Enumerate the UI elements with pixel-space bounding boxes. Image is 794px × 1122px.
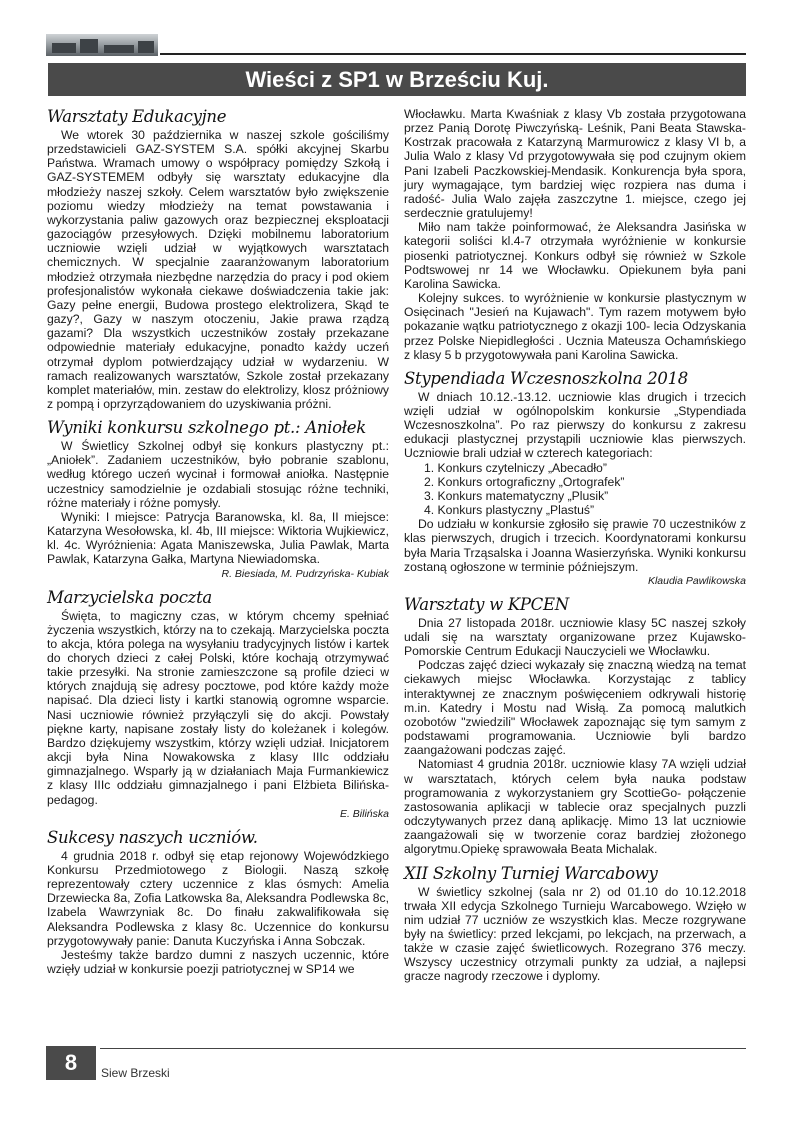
- list-item: 1. Konkurs czytelniczy „Abecadło”: [424, 460, 607, 475]
- article-paragraph: Wyniki: I miejsce: Patrycja Baranowska, kl. 8a, II miejsce: Katarzyna Wesołowska, kl. 4b, III miejsce: Wiktoria Wujkiewicz, kl. 4c. Wyróżnienia: Agata Maniszewska, Julia Pawlak, Marta Pawlak, Katarzyna Gałka, Martyna Niewiadomska.: [47, 509, 389, 567]
- article-paragraph: Jesteśmy także bardzo dumni z naszych uczennic, które wzięły udział w konkursie poezji patriotycznej w SP14 we: [47, 947, 389, 976]
- article-paragraph: 4 grudnia 2018 r. odbył się etap rejonowy Wojewódzkiego Konkursu Przedmiotowego z Biologii. Naszą szkołę reprezentowały cztery uczennice z klas ósmych: Amelia Drzewiecka 8a, Zofia Latkowska 8a, Aleksandra Podlewska 8c, Izabela Wawrzyniak 8c. Do finału zakwalifikowała się Aleksandra Podlewska z klasy 8c. Uczennice do konkursu przygotowywały panie: Danuta Kuczyńska i Anna Sobczak.: [47, 848, 389, 948]
- article-heading: Wyniki konkursu szkolnego pt.: Aniołek: [47, 418, 366, 438]
- list-item: 2. Konkurs ortograficzny „Ortografek”: [424, 474, 625, 489]
- article-sukcesy: [47, 828, 389, 976]
- article-paragraph: Miło nam także poinformować, że Aleksandra Jasińska w kategorii soliści kl.4-7 otrzymała wyróżnienie w konkursie piosenki patriotycznej. Konkurs odbył się również w Szkole Podtswowej nr 14 we Włocławku. Opiekunem była pani Karolina Sawicka.: [404, 220, 746, 291]
- article-paragraph: We wtorek 30 października w naszej szkole gościliśmy przedstawicieli GAZ-SYSTEM S.A. spółki akcyjnej Skarbu Państwa. Wramach umowy o współpracy pomiędzy Szkołą i GAZ-SYSTEMEM odbyły się warsztaty edukacyjne dla młodzieży naszej szkoły. Celem warsztatów było zwiększenie poziomu wiedzy młodzieży na temat powstawania i wykorzystania paliw gazowych oraz bezpiecznej eksploatacji gazociągów przesyłowych. Dzięki mobilnemu laboratorium uczniowie wzięli udział w wyjątkowych warsztatach chemicznych. W specjalnie zaaranżowanym laboratorium młodzież otrzymała niezbędne narzędzia do pracy i pod okiem profesjonalistów wykonała ciekawe doświadczenia takie jak: Gazy pełne energii, Budowa prostego elektrolizera, Skąd te gazy?, Gazy w naszym otoczeniu, Jakie prawa rządzą gazami? Dla wszystkich uczestników zostały przekazane odpowiednie materiały edukacyjne, ponadto każdy uczeń otrzymał dyplom potwierdzający udział w wydarzeniu. W ramach realizowanych warsztatów, Szkole został przekazany komplet materiałów, min. zestaw do elektrolizy, klosz próżniowy z pompą i oprzyrządowaniem do uzyskiwania próżni.: [47, 128, 389, 411]
- page-title: Wieści z SP1 w Brześciu Kuj.: [48, 63, 746, 96]
- building-shape: [104, 45, 134, 53]
- footer-rule: [100, 1048, 746, 1049]
- list-item: 4. Konkurs plastyczny „Plastuś”: [424, 503, 595, 518]
- article-paragraph: Włocławku. Marta Kwaśniak z klasy Vb została przygotowana przez Panią Dorotę Piwczyńską- Leśnik, Pani Beata Stawska-Kostrzak pracowała z Katarzyną Marmurowicz z klasy VI b, a Julia Walo z klasy Vd przygotowywała się pod czujnym okiem Pani Izabeli Paczkowskiej-Mendasik. Konkurencja była spora, jury wymagające, tym bardziej więc rozpiera nas duma i radość- Julia Walo zajęła zaszczytne 1. miejsce, czego jej serdecznie gratulujemy!: [404, 107, 746, 221]
- building-shape: [80, 39, 98, 53]
- right-column: [404, 107, 746, 991]
- article-warsztaty-edukacyjne: [47, 107, 389, 411]
- article-paragraph: W dniach 10.12.-13.12. uczniowie klas drugich i trzecich wzięli udział w ogólnopolskim konkursie „Stypendiada Wczesnoszkolna”. Po raz pierwszy do konkursu z zakresu edukacji plastycznej przystąpili uczniowie klas pierwszych. Uczniowie brali udział w czterech kategoriach:: [404, 389, 746, 461]
- category-list: [404, 461, 746, 518]
- article-heading: XII Szkolny Turniej Warcabowy: [404, 863, 658, 883]
- article-marzycielska-poczta: [47, 588, 389, 821]
- building-shape: [52, 43, 76, 53]
- article-heading: Stypendiada Wczesnoszkolna 2018: [404, 368, 688, 388]
- article-paragraph: Do udziału w konkursie zgłosiło się prawie 70 uczestników z klas pierwszych, drugich i trzecich. Koordynatorami konkursu była Maria Trząsalska i Joanna Wasierzyńska. Wyniki konkursu zostaną ogłoszone w terminie późniejszym.: [404, 517, 746, 574]
- page-number: 8: [46, 1046, 96, 1080]
- article-heading: Sukcesy naszych uczniów.: [47, 827, 258, 847]
- list-item: 3. Konkurs matematyczny „Plusik”: [424, 488, 609, 503]
- article-paragraph: W Świetlicy Szkolnej odbył się konkurs plastyczny pt.: „Aniołek”. Zadaniem uczestników, było pobranie szablonu, według którego uczeń wycinał i formował aniołka. Następnie uczestnicy samodzielnie je ozdabiali stosując różne techniki, różne materiały i różne pomysły.: [47, 439, 389, 510]
- article-turniej-warcabowy: [404, 864, 746, 984]
- article-heading: Warsztaty w KPCEN: [404, 594, 569, 614]
- article-signature: R. Biesiada, M. Pudrzyńska- Kubiak: [221, 567, 389, 580]
- article-paragraph: W świetlicy szkolnej (sala nr 2) od 01.10 do 10.12.2018 trwała XII edycja Szkolnego Turnieju Warcabowego. Wzięło w nim udział 77 uczniów ze wszystkich klas. Mecze rozgrywane były na świetlicy: przed lekcjami, po lekcjach, na przerwach, a także w czasie zajęć świetlicowych. Rozegrano 376 meczy. Wszyscy uczestnicy otrzymali punkty za udział, a najlepsi gracze nagrody rzeczowe i dyplomy.: [404, 884, 746, 984]
- article-paragraph: Podczas zajęć dzieci wykazały się znaczną wiedzą na temat ciekawych miejsc Włocławka. Korzystając z tablicy interaktywnej ze znacznym poświęceniem odkrywali historię m.in. Katedry i Mostu nad Wisłą. Za pomocą malutkich ozobotów "zwiedzili" Włocławek zapoznając się tym samym z podstawami programowania. Uczniowie byli bardzo zaangażowani podczas zajęć.: [404, 658, 746, 758]
- article-heading: Marzycielska poczta: [47, 587, 212, 607]
- article-paragraph: Święta, to magiczny czas, w którym chcemy spełniać życzenia wszystkich, którzy na to czekają. Marzycielska poczta to akcja, która polega na wysyłaniu tradycyjnych listów i kartek do chorych dzieci z całej Polski, które kochają otrzymywać takie przesyłki. Na stronie zamieszczone są profile dzieci w których znajdują się adresy pocztowe, pod które każdy może napisać. Dla dzieci listy i kartki stanowią ogromne wsparcie. Nasi uczniowie również przyłączyli się do akcji. Powstały piękne karty, napisane zostały listy do koleżanek i kolegów. Bardzo dziękujemy wszystkim, którzy wzięli udział. Inicjatorem akcji była Nina Nowakowska z klasy IIIc oddziału gimnazjalnego. Wsparły ją w działaniach Maja Furmankiewicz z klasy IIIc oddziału gimnazjalnego i pani Elżbieta Bilińska-pedagog.: [47, 608, 389, 807]
- header-rule: [160, 53, 746, 55]
- article-paragraph: Kolejny sukces. to wyróżnienie w konkursie plastycznym w Osięcinach "Jesień na Kujawach". Tym razem motywem było pokazanie wątku patriotycznego z okazji 100- lecia Odzyskania przez Polske Niepidległości . Ucznia Mateusza Ochamńskiego z klasy 5 b przygotowywała pani Karolina Sawicka.: [404, 291, 746, 362]
- article-aniolek: [47, 418, 389, 580]
- article-sukcesy-continued: [404, 107, 746, 362]
- article-heading: Warsztaty Edukacyjne: [47, 107, 227, 126]
- article-signature: E. Bilińska: [339, 807, 389, 820]
- article-signature: Klaudia Pawlikowska: [647, 574, 746, 587]
- article-paragraph: Dnia 27 listopada 2018r. uczniowie klasy 5C naszej szkoły udali się na warsztaty organizowane przez Kujawsko-Pomorskie Centrum Edukacji Nauczycieli we Włocławku.: [404, 615, 746, 659]
- article-stypendiada: [404, 369, 746, 588]
- publication-name: Siew Brzeski: [101, 1066, 170, 1080]
- article-kpcen: [404, 595, 746, 857]
- left-column: [47, 107, 389, 983]
- header-photo: [46, 34, 158, 56]
- article-paragraph: Natomiast 4 grudnia 2018r. uczniowie klasy 7A wzięli udział w warsztatach, których celem była nauka podstaw programowania z wykorzystaniem gry ScottieGo- połączenie zastosowania aplikacji w tablecie oraz specjalnych puzzli odczytywanych przez daną aplikację. Mimo 13 lat uczniowie zaangażowali się w tworzenie coraz bardziej złożonego algorytmu.Opiekę sprawowała Beata Michalak.: [404, 757, 746, 857]
- building-shape: [138, 41, 154, 53]
